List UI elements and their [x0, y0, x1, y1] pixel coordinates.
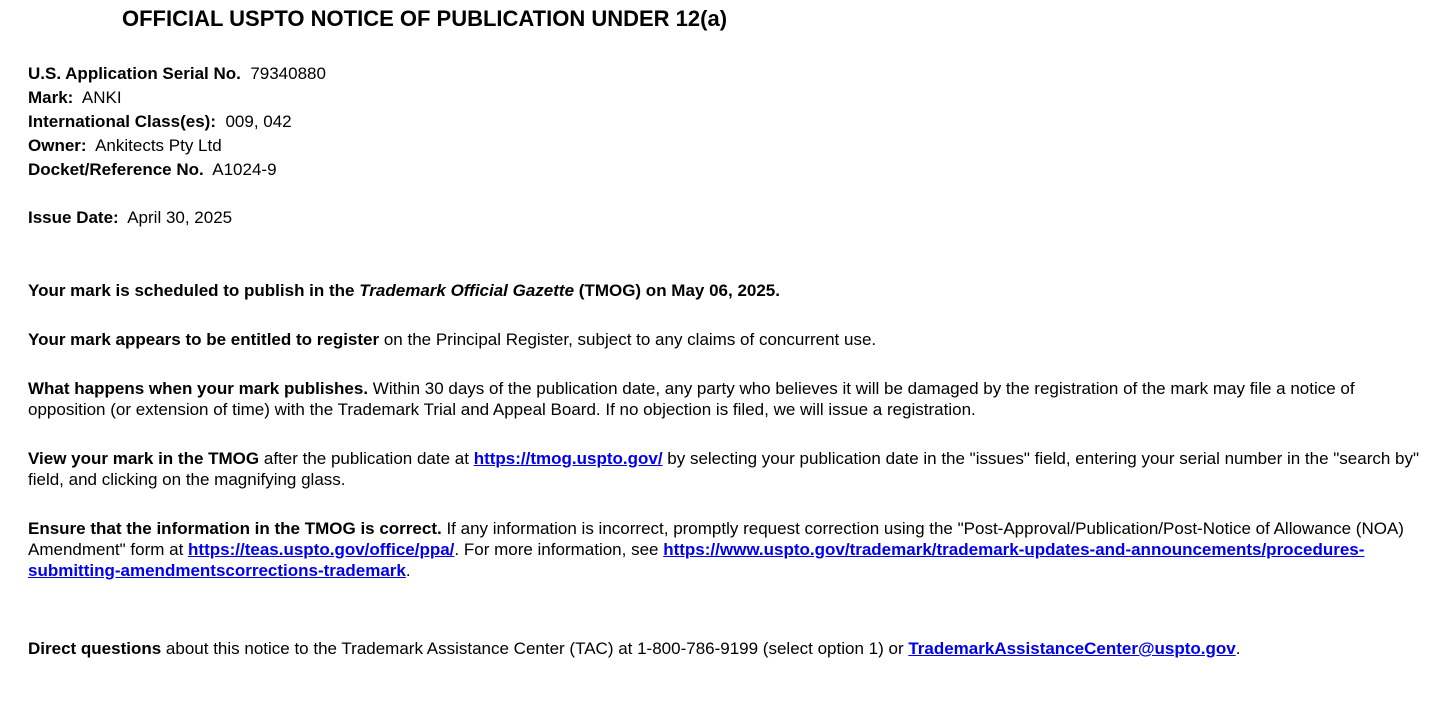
issue-date-label: Issue Date: [28, 208, 119, 227]
gazette-name: Trademark Official Gazette [359, 281, 575, 300]
owner-row [28, 134, 326, 158]
view-mark-paragraph [28, 448, 1420, 490]
ensure-correct-paragraph [28, 518, 1420, 581]
direct-questions-text: about this notice to the Trademark Assistance Center (TAC) at 1-800-786-9199 (select option 1) or [161, 639, 909, 658]
publication-schedule-text: Your mark is scheduled to publish in the [28, 281, 360, 300]
view-mark-text-pre: after the publication date at [259, 449, 474, 468]
ensure-correct-heading: Ensure that the information in the TMOG is correct. [28, 519, 442, 538]
teas-ppa-link[interactable]: https://teas.uspto.gov/office/ppa/ [188, 540, 455, 559]
publication-schedule-paragraph [28, 280, 1420, 301]
ensure-correct-text-post: . [405, 561, 411, 580]
tmog-link[interactable]: https://tmog.uspto.gov/ [473, 449, 663, 468]
issue-date-row [28, 206, 232, 230]
direct-questions-heading: Direct questions [28, 639, 162, 658]
publishes-text: Within 30 days of the publication date, any party who believes it will be damaged by the registration of the mark may file a notice of opposition (or extension of time) with the Trademark Trial and Appeal Board. If no objection is filed, we will issue a registration. [28, 379, 1355, 419]
direct-questions-paragraph [28, 638, 1420, 659]
ensure-correct-text-mid: . For more information, see [454, 540, 664, 559]
view-mark-text-post: by selecting your publication date in the "issues" field, entering your serial number in the "search by" field, and clicking on the magnifying glass. [28, 449, 1420, 489]
tac-email-link[interactable]: TrademarkAssistanceCenter@uspto.gov [908, 639, 1236, 658]
amendments-procedures-link[interactable]: https://www.uspto.gov/trademark/trademark-updates-and-announcements/procedures-submitting-amendmentscorrections-trademark [28, 540, 1365, 580]
publishes-paragraph [28, 378, 1420, 420]
publication-date-text: (TMOG) on May 06, 2025. [574, 281, 780, 300]
docket-value: A1024-9 [212, 160, 277, 179]
owner-value: Ankitects Pty Ltd [95, 136, 222, 155]
serial-number-value: 79340880 [250, 64, 326, 83]
view-mark-heading: View your mark in the TMOG [28, 449, 260, 468]
entitled-text: on the Principal Register, subject to any claims of concurrent use. [379, 330, 877, 349]
owner-label: Owner: [28, 136, 87, 155]
mark-row [28, 86, 326, 110]
entitled-paragraph [28, 329, 1420, 350]
notice-title: OFFICIAL USPTO NOTICE OF PUBLICATION UNDER 12(a) [122, 6, 728, 31]
ensure-correct-text-pre: If any information is incorrect, promptly request correction using the "Post-Approval/Publication/Post-Notice of Allowance (NOA) Amendment" form at [28, 519, 1404, 559]
classes-label: International Class(es): [28, 112, 216, 131]
direct-questions-text-post: . [1235, 639, 1241, 658]
publishes-heading: What happens when your mark publishes. [28, 379, 369, 398]
application-fields [28, 62, 326, 182]
issue-date-value: April 30, 2025 [127, 208, 233, 227]
docket-row [28, 158, 326, 182]
mark-label: Mark: [28, 88, 74, 107]
classes-value: 009, 042 [225, 112, 292, 131]
docket-label: Docket/Reference No. [28, 160, 204, 179]
serial-number-label: U.S. Application Serial No. [28, 64, 241, 83]
classes-row [28, 110, 326, 134]
serial-number-row [28, 62, 326, 86]
entitled-heading: Your mark appears to be entitled to register [28, 330, 380, 349]
mark-value: ANKI [81, 88, 122, 107]
